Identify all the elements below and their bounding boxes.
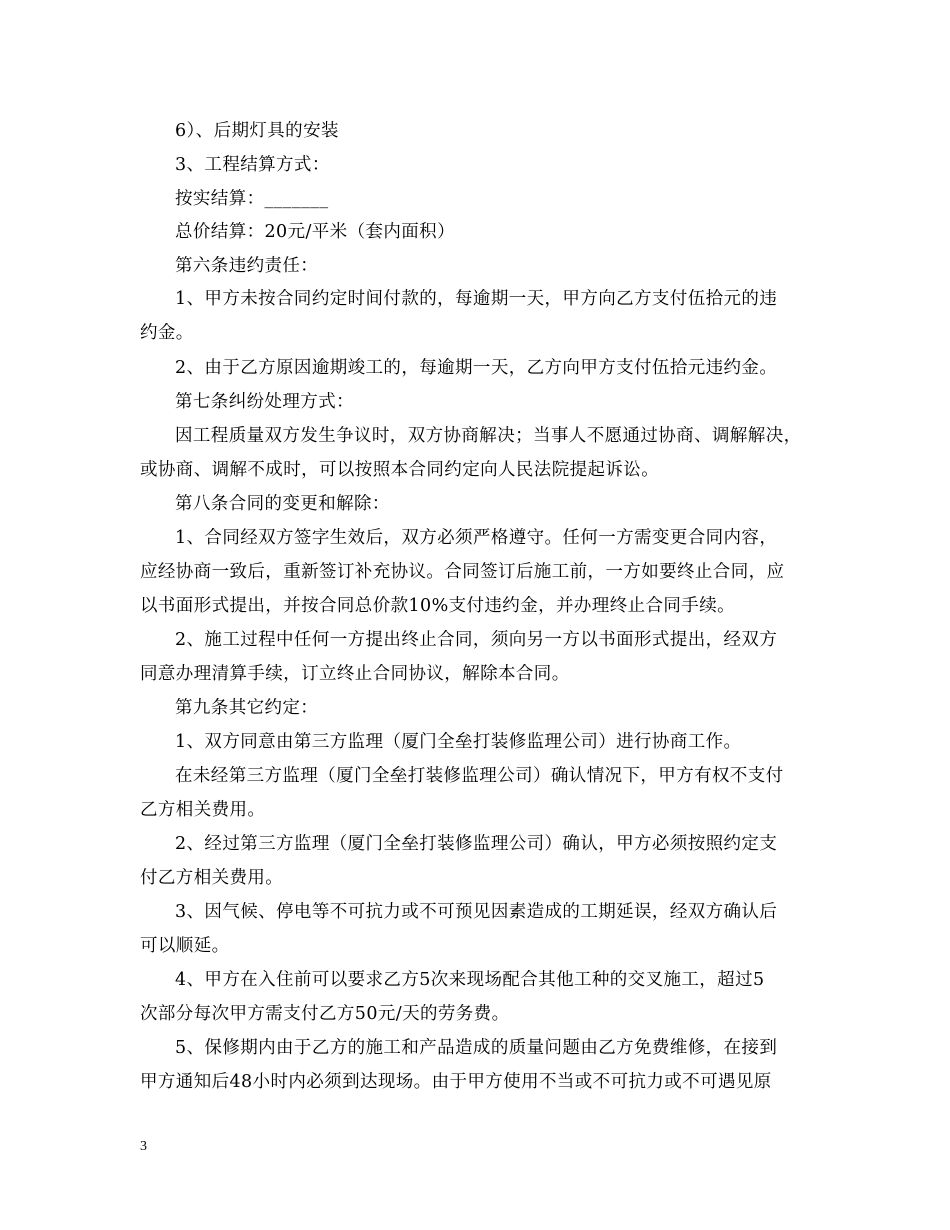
section-heading: 第九条其它约定： [175,698,319,718]
section-heading: 第七条纠纷处理方式： [175,392,354,412]
section-heading: 第六条违约责任： [175,256,319,276]
text-line: 甲方通知后48小时内必须到达现场。由于甲方使用不当或不可抗力或不可遇见原 [140,1072,772,1092]
text-line: 3、工程结算方式： [175,155,330,175]
text-line: 付乙方相关费用。 [140,868,284,888]
text-line: 以书面形式提出，并按合同总价款10%支付违约金，并办理终止合同手续。 [140,596,735,616]
text-line: 在未经第三方监理（厦门全垒打装修监理公司）确认情况下，甲方有权不支付 [175,766,784,786]
text-line: 5、保修期内由于乙方的施工和产品造成的质量问题由乙方免费维修，在接到 [175,1038,778,1058]
text-line: 乙方相关费用。 [140,800,266,820]
text-line: 按实结算：_______ [175,189,329,209]
text-line: 约金。 [140,323,194,343]
text-line: 1、双方同意由第三方监理（厦门全垒打装修监理公司）进行协商工作。 [175,732,742,752]
text-line: 6）、后期灯具的安装 [175,121,339,141]
page-number: 3 [140,1139,147,1154]
text-line: 1、合同经双方签字生效后，双方必须严格遵守。任何一方需变更合同内容， [175,528,778,548]
section-heading: 第八条合同的变更和解除： [175,494,390,514]
text-line: 或协商、调解不成时，可以按照本合同约定向人民法院提起诉讼。 [140,460,660,480]
text-line: 4、甲方在入住前可以要求乙方5次来现场配合其他工种的交叉施工，超过5 [175,970,765,990]
text-line: 次部分每次甲方需支付乙方50元/天的劳务费。 [140,1004,510,1024]
text-line: 可以顺延。 [140,936,230,956]
text-line: 因工程质量双方发生争议时，双方协商解决；当事人不愿通过协商、调解解决， [175,426,802,446]
text-line: 总价结算：20元/平米（套内面积） [175,222,455,242]
text-line: 3、因气候、停电等不可抗力或不可预见因素造成的工期延误，经双方确认后 [175,902,778,922]
text-line: 2、施工过程中任何一方提出终止合同，须向另一方以书面形式提出，经双方 [175,630,778,650]
text-line: 2、由于乙方原因逾期竣工的，每逾期一天，乙方向甲方支付伍拾元违约金。 [175,358,778,378]
text-line: 同意办理清算手续，订立终止合同协议，解除本合同。 [140,664,570,684]
text-line: 应经协商一致后，重新签订补充协议。合同签订后施工前，一方如要终止合同，应 [140,562,785,582]
text-line: 2、经过第三方监理（厦门全垒打装修监理公司）确认，甲方必须按照约定支 [175,834,778,854]
text-line: 1、甲方未按合同约定时间付款的，每逾期一天，甲方向乙方支付伍拾元的违 [175,289,778,309]
